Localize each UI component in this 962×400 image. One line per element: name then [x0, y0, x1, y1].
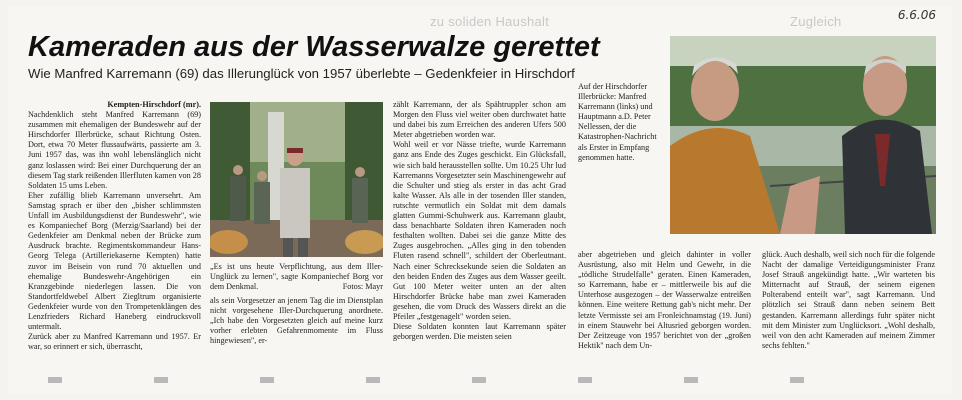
article-column-1	[28, 100, 201, 352]
column2-paragraph: als sein Vorgesetzer an jenem Tag die im Dienstplan nicht vorgesehene Iller-Durchquerung anordnete. „Ich habe den Vorgesetzten gleich auf meine kurz vorher erlebten Gefahrenmomente im Fluss hingewiesen", er-	[210, 296, 383, 346]
column5-paragraph: glück. Auch deshalb, weil sich noch für die folgende Nacht der damalige Verteidigungsminister Franz Josef Strauß angekündigt hatte. „Wir warteten bis Mitternacht auf Strauß, der seinem eigenen Polterabend enteilt war", sagt Karremann. Und plötzlich sei Strauß dann neben seinem Bett gestanden. Karremann allerdings fuhr später nicht mit dem Minister zum Unglücksort. „Wohl deshalb, weil von den acht Kameraden auf meinem Zimmer sechs fehlten."	[762, 250, 935, 350]
subheadline: Wie Manfred Karremann (69) das Illerunglück von 1957 überlebte – Gedenkfeier in Hirschdorf	[28, 66, 575, 81]
column1-paragraph-1: Nachdenklich steht Manfred Karremann (69) zusammen mit ehemaligen der Bundeswehr auf der Hirschdorfer Illerbrücke, schaut Richtung Osten. Dort, etwa 70 Meter flussaufwärts, passierte am 3. Juni 1957 das, was ihn wohl lebenslänglich nicht ganz loslassen wird: Bei einer Durchquerung der an diesem Tag stark reißenden Illerfluten kamen von 28 Soldaten 15 ums Leben.	[28, 110, 201, 190]
article-column-4	[578, 250, 751, 351]
headline: Kameraden aus der Wasserwalze gerettet	[28, 31, 600, 63]
ceremony-photo-caption	[210, 262, 383, 292]
ghost-header-right: Zugleich	[790, 14, 842, 29]
article-column-5	[762, 250, 935, 351]
bridge-photo	[670, 36, 936, 234]
caption-text: „Es ist uns heute Verpflichtung, aus dem Iller-Unglück zu lernen", sagte Kompaniechef Borg vor dem Denkmal.	[210, 262, 383, 292]
article-column-3	[393, 100, 566, 342]
dateline: Kempten-Hirschdorf (mr).	[107, 100, 201, 109]
column3-paragraph-1: zählt Karremann, der als Spähtruppler schon am Morgen den Fluss viel weiter oben durchwatet hatte und dabei bis zum Erreichen des anderen Ufers 500 Meter abgetrieben worden war.	[393, 100, 566, 140]
bottom-registration-marks	[48, 370, 928, 380]
column4-paragraph: aber abgetrieben und gleich dahinter in voller Ausrüstung, also mit Helm und Gewehr, in die „tödliche Strudelfalle" geraten. Einen Kameraden, so Karremann, habe er – mittlerweile bis auf die Unterhose ausgezogen – der Wasserwalze entreißen können. Eine weitere Rettung gab's nicht mehr. Der letzte Vermisste sei am Fronleichnamstag (19. Juni) in einem Stauwehr bei Altusried geborgen worden. Der Zeitzeuge von 1957 berichtet von der „großen Hektik" nach dem Un-	[578, 250, 751, 350]
article-column-2	[210, 296, 383, 346]
column1-paragraph-3: Zurück aber zu Manfred Karremann und 1957. Er war, so erinnert er sich, überrascht,	[28, 332, 201, 352]
ceremony-photo	[210, 102, 383, 257]
photo-credit: Fotos: Mayr	[342, 282, 383, 292]
handwritten-date: 6.6.06	[897, 8, 936, 22]
bridge-photo-caption: Auf der Hirschdorfer Illerbrücke: Manfred Karremann (links) und Hauptmann a.D. Peter Nellessen, der die Katastrophen-Nachricht als Erster in Empfang genommen hatte.	[578, 82, 657, 162]
ghost-header-left: zu soliden Haushalt	[430, 14, 550, 29]
column3-paragraph-3: Diese Soldaten konnten laut Karremann später geborgen werden. Die meisten seien	[393, 322, 566, 342]
column3-paragraph-2: Wohl weil er vor Nässe triefte, wurde Karremann ganz ans Ende des Zuges geschickt. Ein Glücksfall, wie sich bald herausstellen sollte. Um 10.25 Uhr lud Karremanns Vorgesetzter sein Maschinengewehr auf die Schulter und stieg als erster in das acht Grad kalte Wasser. Als alle in der tosenden Iller standen, rutschte vermutlich ein Soldat mit dem damals glatten Gummi-Schuhwerk aus. Karremann glaubt, dass benachbarte Soldaten ihren Kameraden noch festhalten wollten. Dabei sei die ganze Mitte des Zuges ausgebrochen. „Alles ging in den tobenden Fluten rasend schnell", schildert der Oberleutnant. Nach einer Schrecksekunde seien die Soldaten an den beiden Enden des Zuges aus dem Wasser geeilt. Gut 100 Meter weiter unten an der alten Hirschdorfer Brücke habe man zwei Kameraden gesehen, die vom Druck des Wassers direkt an die Pfeiler „festgenagelt" worden seien.	[393, 140, 566, 321]
column1-paragraph-2: Eher zufällig blieb Karremann unversehrt. Am Samstag sprach er über den „bisher schlimmsten Unfall im Ausbildungsdienst der Bundeswehr", wie es Kompaniechef Borg (Merzig/Saarland) bei der Gedenkfeier am Denkmal neben der Brücke zum Ausdruck brachte. Regimentskommandeur Hans-Georg Telega (Artilleriekaserne Kempten) hatte zuvor im Beisein von rund 70 aktuellen und ehemalige Bundeswehr-Angehörigen ein Kranzgebinde niederlegen lassen. Die von Standortfeldwebel Albert Ziegltrum organisierte Gedenkfeier wurde von den Trompetenklängen des Lenzfrieders Richard Haneberg eindrucksvoll untermalt.	[28, 190, 201, 332]
